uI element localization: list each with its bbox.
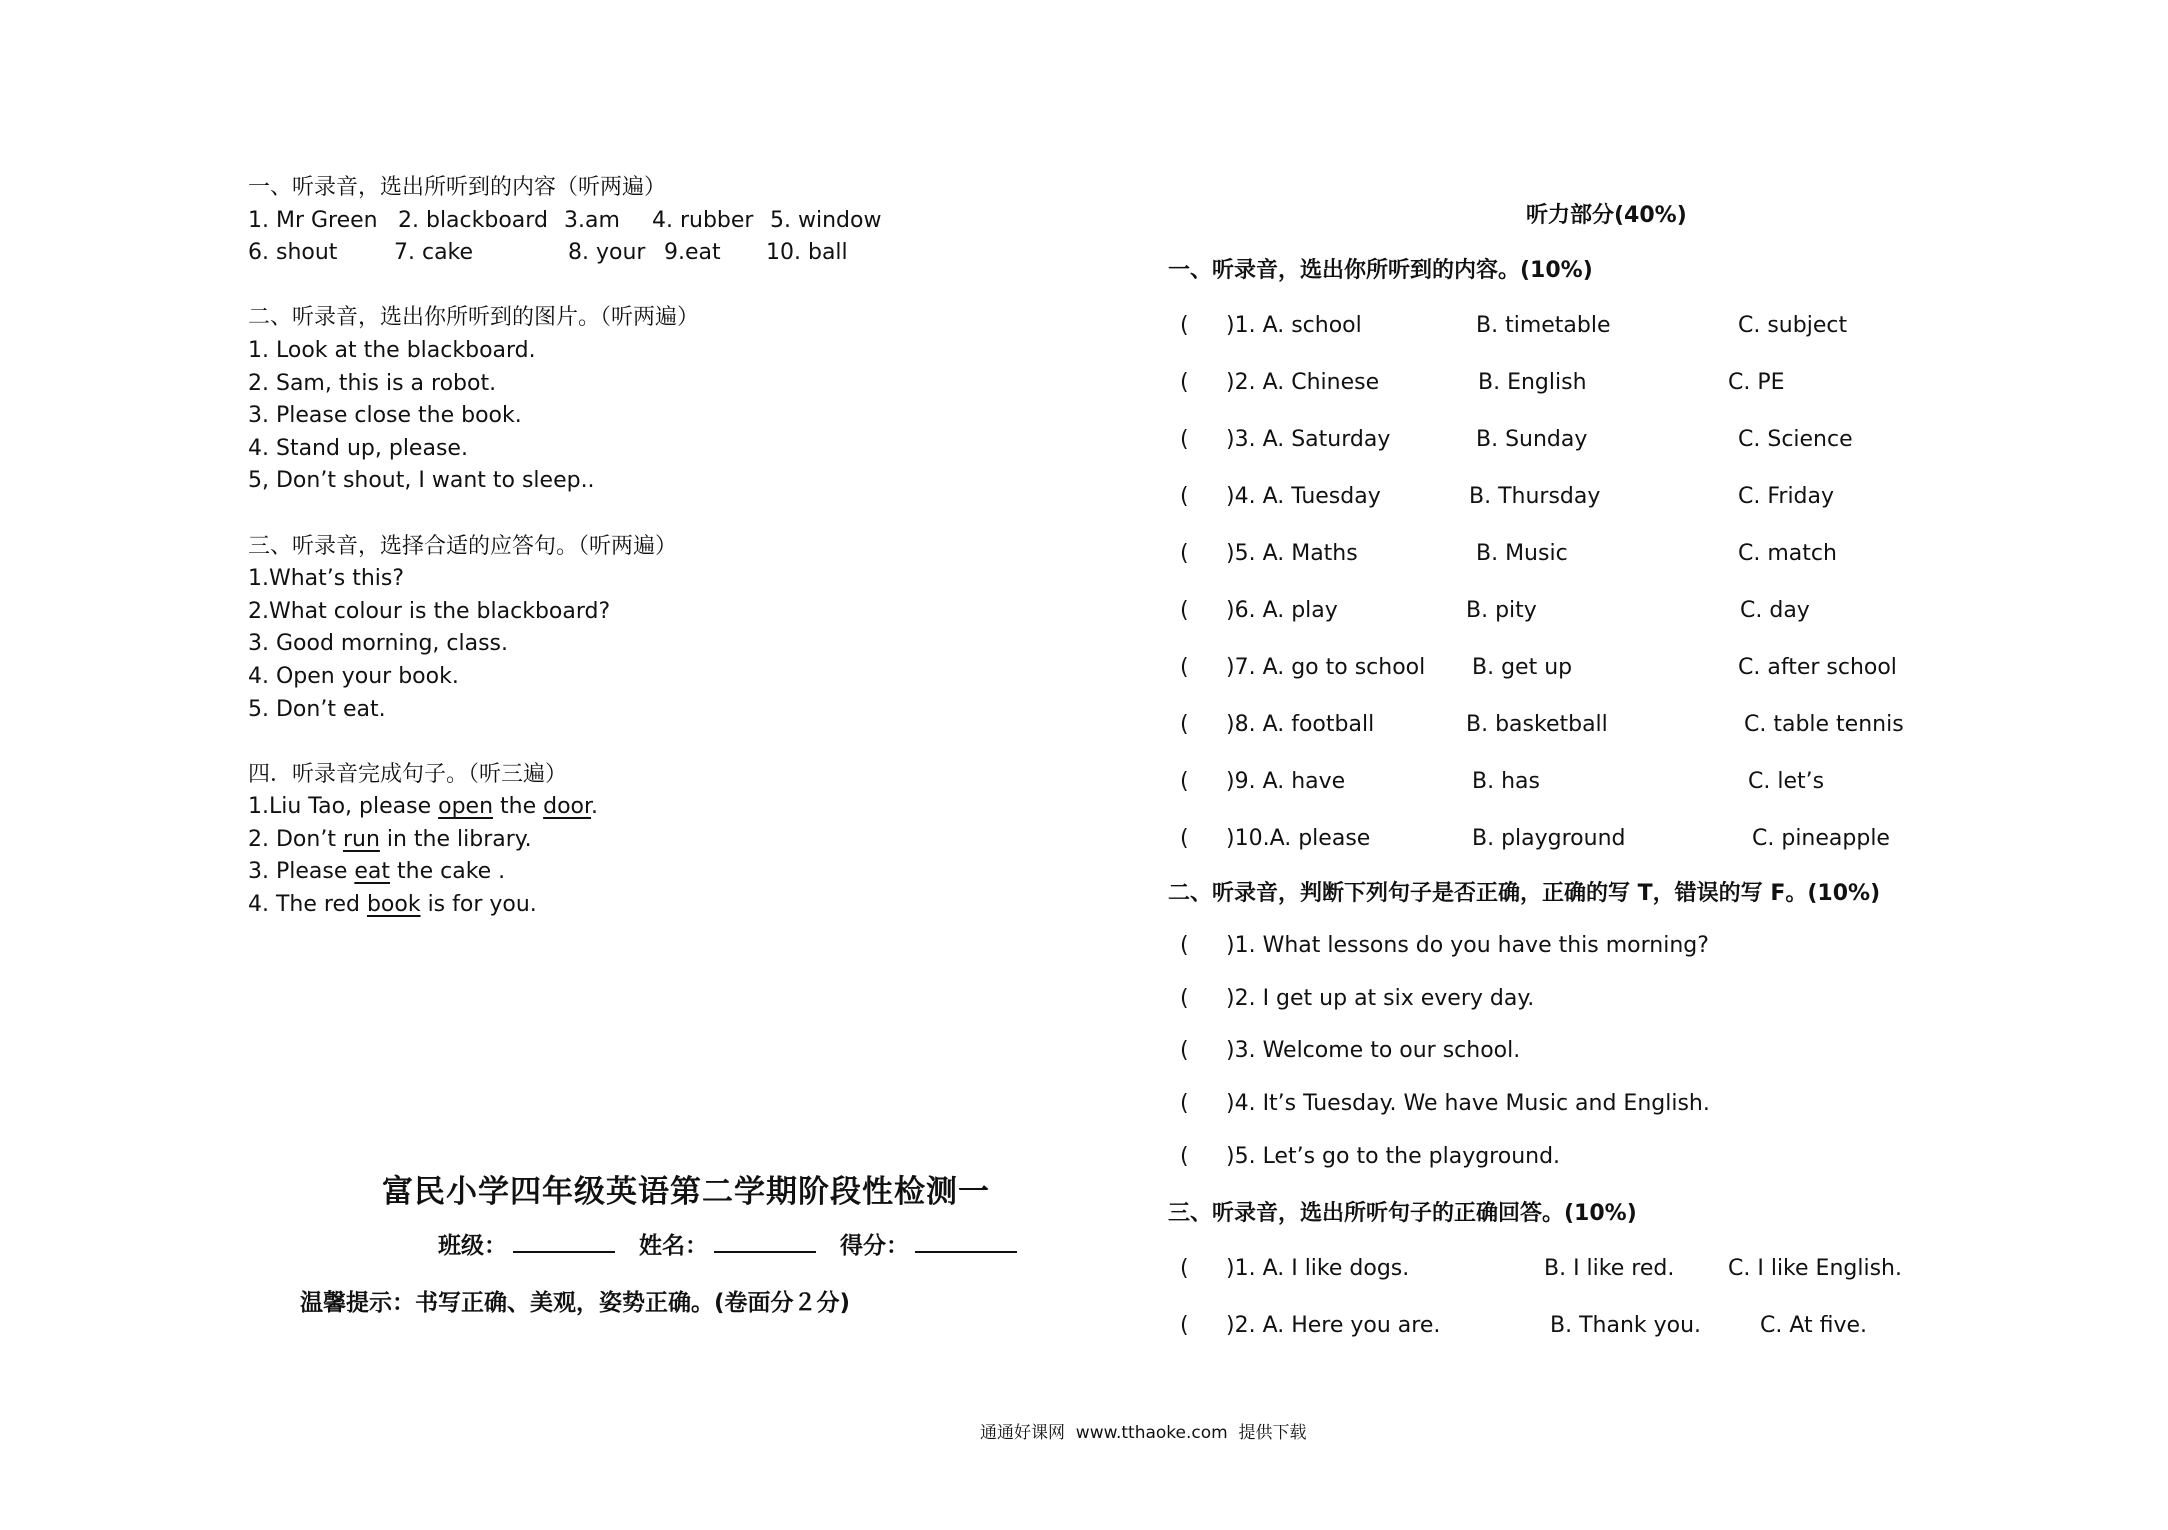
- fill-sentence: [248, 791, 1008, 824]
- transcript-line: 2. Sam, this is a robot.: [248, 370, 497, 396]
- statement: )4. It’s Tuesday. We have Music and English.: [1226, 1091, 1710, 1116]
- fill-sentence: [248, 889, 1008, 922]
- sentence-text: 3. Please: [248, 859, 355, 885]
- option-a: )8. A. football: [1226, 712, 1375, 737]
- option-c: C. let’s: [1748, 769, 1825, 794]
- sentence-text: the cake .: [390, 859, 506, 885]
- sentence-text: in the library.: [379, 826, 532, 852]
- answer-bracket[interactable]: (: [1180, 933, 1189, 958]
- choice-question: [1180, 710, 2040, 740]
- option-a: )6. A. play: [1226, 598, 1338, 623]
- answer-bracket[interactable]: (: [1180, 655, 1189, 680]
- score-label: 得分：: [840, 1233, 909, 1259]
- word-item: 3.am: [564, 207, 620, 233]
- name-label: 姓名：: [639, 1233, 708, 1259]
- fill-sentence: [248, 824, 1008, 857]
- choice-question: [1180, 596, 2040, 626]
- word-item: 5. window: [770, 207, 882, 233]
- option-c: C. I like English.: [1728, 1256, 1902, 1281]
- word-item: 2. blackboard: [398, 207, 548, 233]
- true-false-question: [1180, 1142, 2040, 1172]
- section-1-row-1: [248, 205, 1008, 238]
- sentence-text: the: [493, 794, 544, 820]
- true-false-question: [1180, 984, 2040, 1014]
- true-false-question: [1180, 931, 2040, 961]
- option-c: C. match: [1738, 541, 1837, 566]
- answer-bracket[interactable]: (: [1180, 1038, 1189, 1063]
- option-b: B. has: [1472, 769, 1540, 794]
- choice-question: [1180, 425, 2040, 455]
- student-info-fields: [438, 1227, 1041, 1260]
- option-b: B. playground: [1472, 826, 1626, 851]
- fill-sentence: [248, 856, 1008, 889]
- choice-question: [1180, 482, 2040, 512]
- section-1: [248, 172, 1008, 270]
- transcript-line: 5, Don’t shout, I want to sleep..: [248, 468, 595, 494]
- name-blank[interactable]: [714, 1229, 816, 1253]
- underlined-answer: open: [438, 794, 494, 820]
- section-4: [248, 759, 1008, 922]
- sentence-text: is for you.: [420, 892, 537, 918]
- choice-question: [1180, 653, 2040, 683]
- option-c: C. subject: [1738, 313, 1848, 338]
- choice-question: [1180, 368, 2040, 398]
- transcript-line: 1.What’s this?: [248, 566, 405, 592]
- answer-bracket[interactable]: (: [1180, 427, 1189, 452]
- answer-bracket[interactable]: (: [1180, 313, 1189, 338]
- class-blank[interactable]: [513, 1229, 615, 1253]
- option-b: B. I like red.: [1544, 1256, 1675, 1281]
- listening-part-header: 听力部分(40%): [1526, 203, 1687, 228]
- answer-bracket[interactable]: (: [1180, 1256, 1189, 1281]
- option-c: C. PE: [1728, 370, 1785, 395]
- answer-bracket[interactable]: (: [1180, 986, 1189, 1011]
- section-1-row-2: [248, 237, 1008, 270]
- section-2: [248, 302, 1008, 498]
- option-c: C. after school: [1738, 655, 1897, 680]
- answer-bracket[interactable]: (: [1180, 370, 1189, 395]
- section-4-heading: 四．听录音完成句子。（听三遍）: [248, 761, 568, 787]
- answer-bracket[interactable]: (: [1180, 826, 1189, 851]
- exam-title: 富民小学四年级英语第二学期阶段性检测一: [382, 1174, 990, 1210]
- section-2-heading: 二、听录音，选出你所听到的图片。（听两遍）: [248, 305, 700, 331]
- score-blank[interactable]: [915, 1229, 1017, 1253]
- option-c: C. pineapple: [1752, 826, 1890, 851]
- word-item: 6. shout: [248, 240, 338, 266]
- answer-bracket[interactable]: (: [1180, 1091, 1189, 1116]
- answer-bracket[interactable]: (: [1180, 712, 1189, 737]
- footer-source: 通通好课网 www.tthaoke.com 提供下载: [980, 1423, 1307, 1443]
- section-3-heading: 三、听录音，选择合适的应答句。（听两遍）: [248, 533, 678, 559]
- left-column: [248, 172, 1008, 954]
- word-item: 10. ball: [766, 240, 848, 266]
- underlined-answer: book: [366, 892, 421, 918]
- choice-question: [1180, 1311, 2040, 1341]
- option-a: )4. A. Tuesday: [1226, 484, 1381, 509]
- word-item: 7. cake: [394, 240, 474, 266]
- answer-bracket[interactable]: (: [1180, 484, 1189, 509]
- option-c: C. table tennis: [1744, 712, 1904, 737]
- statement: )3. Welcome to our school.: [1226, 1038, 1521, 1063]
- class-label: 班级：: [438, 1233, 507, 1259]
- answer-bracket[interactable]: (: [1180, 769, 1189, 794]
- word-item: 1. Mr Green: [248, 207, 378, 233]
- option-b: B. English: [1478, 370, 1587, 395]
- option-b: B. pity: [1466, 598, 1537, 623]
- transcript-line: 3. Good morning, class.: [248, 631, 509, 657]
- transcript-line: 4. Stand up, please.: [248, 435, 468, 461]
- transcript-line: 3. Please close the book.: [248, 403, 522, 429]
- underlined-answer: run: [342, 826, 380, 852]
- answer-bracket[interactable]: (: [1180, 1313, 1189, 1338]
- answer-bracket[interactable]: (: [1180, 1144, 1189, 1169]
- option-a: )7. A. go to school: [1226, 655, 1426, 680]
- option-a: )3. A. Saturday: [1226, 427, 1391, 452]
- option-b: B. get up: [1472, 655, 1573, 680]
- part-1-heading: 一、听录音，选出你所听到的内容。(10%): [1168, 258, 1593, 283]
- transcript-line: 4. Open your book.: [248, 663, 459, 689]
- choice-question: [1180, 824, 2040, 854]
- underlined-answer: door: [543, 794, 592, 820]
- choice-question: [1180, 311, 2040, 341]
- word-item: 8. your: [568, 240, 646, 266]
- sentence-text: 2. Don’t: [248, 826, 343, 852]
- choice-question: [1180, 767, 2040, 797]
- tip-line: 温馨提示：书写正确、美观，姿势正确。(卷面分２分): [300, 1290, 851, 1316]
- option-b: B. basketball: [1466, 712, 1608, 737]
- sentence-text: 1.Liu Tao, please: [248, 794, 439, 820]
- option-b: B. Sunday: [1476, 427, 1588, 452]
- option-b: B. Thursday: [1469, 484, 1601, 509]
- option-c: C. Science: [1738, 427, 1853, 452]
- section-3: [248, 531, 1008, 727]
- answer-bracket[interactable]: (: [1180, 541, 1189, 566]
- transcript-line: 5. Don’t eat.: [248, 696, 386, 722]
- option-c: C. Friday: [1738, 484, 1835, 509]
- true-false-question: [1180, 1089, 2040, 1119]
- option-c: C. At five.: [1760, 1313, 1868, 1338]
- statement: )5. Let’s go to the playground.: [1226, 1144, 1561, 1169]
- part-2-heading: 二、听录音，判断下列句子是否正确，正确的写 T，错误的写 F。(10%): [1168, 881, 1881, 906]
- option-a: )2. A. Here you are.: [1226, 1313, 1441, 1338]
- option-b: B. timetable: [1476, 313, 1611, 338]
- option-b: B. Music: [1476, 541, 1568, 566]
- statement: )2. I get up at six every day.: [1226, 986, 1535, 1011]
- sentence-text: 4. The red: [248, 892, 367, 918]
- option-b: B. Thank you.: [1550, 1313, 1702, 1338]
- word-item: 9.eat: [664, 240, 721, 266]
- choice-question: [1180, 1254, 2040, 1284]
- option-a: )1. A. school: [1226, 313, 1362, 338]
- option-a: )10.A. please: [1226, 826, 1371, 851]
- true-false-question: [1180, 1036, 2040, 1066]
- transcript-line: 2.What colour is the blackboard?: [248, 598, 611, 624]
- sentence-text: .: [591, 794, 599, 820]
- word-item: 4. rubber: [652, 207, 754, 233]
- part-3-heading: 三、听录音，选出所听句子的正确回答。(10%): [1168, 1201, 1637, 1226]
- option-a: )2. A. Chinese: [1226, 370, 1380, 395]
- option-a: )5. A. Maths: [1226, 541, 1358, 566]
- transcript-line: 1. Look at the blackboard.: [248, 337, 536, 363]
- underlined-answer: eat: [354, 859, 391, 885]
- option-a: )9. A. have: [1226, 769, 1346, 794]
- option-a: )1. A. I like dogs.: [1226, 1256, 1410, 1281]
- option-c: C. day: [1740, 598, 1810, 623]
- section-1-heading: 一、听录音，选出所听到的内容（听两遍）: [248, 175, 667, 200]
- choice-question: [1180, 539, 2040, 569]
- statement: )1. What lessons do you have this morning?: [1226, 933, 1709, 958]
- answer-bracket[interactable]: (: [1180, 598, 1189, 623]
